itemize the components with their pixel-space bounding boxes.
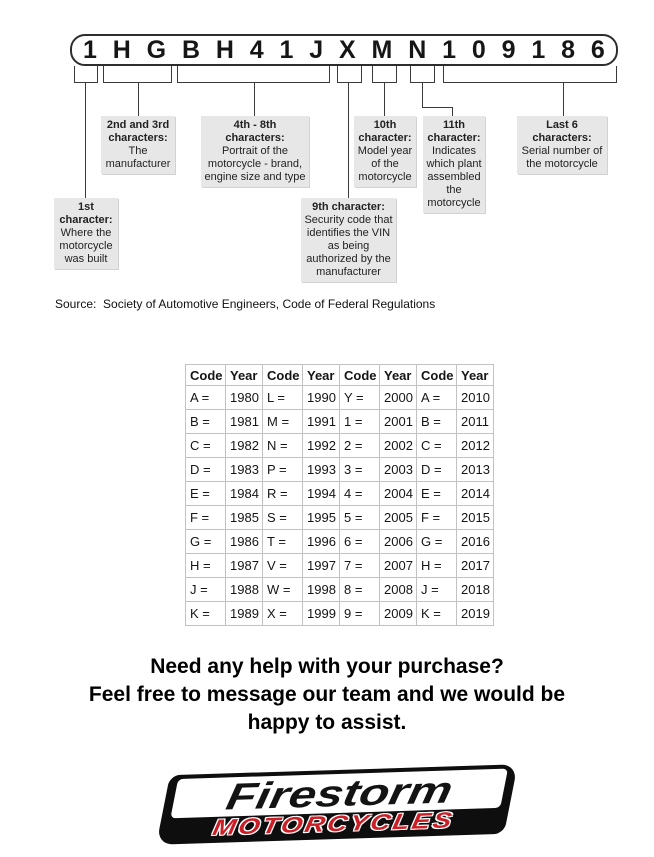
- year-cell: 1995: [303, 506, 340, 530]
- year-cell: 1980: [226, 386, 263, 410]
- logo-title-text: Firestorm: [222, 769, 456, 818]
- table-row: [186, 554, 494, 578]
- column-header: Year: [380, 365, 417, 386]
- callout-title: 4th - 8th characters:: [225, 119, 285, 144]
- column-header: Year: [303, 365, 340, 386]
- bracket-char-11: [410, 66, 435, 83]
- bracket-chars-4-8: [177, 66, 330, 83]
- code-cell: C =: [417, 434, 457, 458]
- callout-title: 11th character:: [427, 119, 481, 144]
- vin-char-13: 0: [471, 35, 486, 64]
- vin-char-9: X: [339, 35, 356, 64]
- help-line-3: happy to assist.: [247, 711, 407, 734]
- column-header: Code: [263, 365, 303, 386]
- table-row: [186, 506, 494, 530]
- help-message: [0, 653, 654, 737]
- logo-banner: [156, 764, 518, 844]
- vin-char-1: 1: [83, 35, 97, 64]
- vin-char-2: H: [112, 35, 131, 64]
- bracket-chars-2-3: [103, 66, 172, 83]
- year-cell: 2005: [380, 506, 417, 530]
- vin-char-6: 4: [249, 35, 264, 64]
- year-cell: 2018: [457, 578, 494, 602]
- vin-char-14: 9: [501, 35, 516, 64]
- code-cell: H =: [186, 554, 226, 578]
- callout-body: Security code that identifies the VIN as being authorized by the manufacturer: [304, 214, 393, 278]
- code-cell: X =: [263, 602, 303, 626]
- year-cell: 1991: [303, 410, 340, 434]
- source-note: Source: Society of Automotive Engineers, Code of Federal Regulations: [55, 297, 436, 311]
- vin-char-15: 1: [531, 35, 546, 64]
- year-cell: 2007: [380, 554, 417, 578]
- year-cell: 1994: [303, 482, 340, 506]
- callout-body: Serial number of the motorcycle: [521, 145, 603, 170]
- year-cell: 1988: [226, 578, 263, 602]
- year-cell: 2016: [457, 530, 494, 554]
- code-cell: 9 =: [340, 602, 380, 626]
- connector-line-last6: [563, 83, 564, 116]
- code-cell: S =: [263, 506, 303, 530]
- code-cell: T =: [263, 530, 303, 554]
- column-header: Code: [417, 365, 457, 386]
- code-cell: J =: [186, 578, 226, 602]
- code-cell: B =: [417, 410, 457, 434]
- table-row: [186, 434, 494, 458]
- vin-char-16: 8: [561, 35, 576, 64]
- year-cell: 2011: [457, 410, 494, 434]
- vin-char-10: M: [371, 35, 393, 64]
- year-code-table: [185, 364, 494, 626]
- year-cell: 1986: [226, 530, 263, 554]
- code-cell: N =: [263, 434, 303, 458]
- year-cell: 1996: [303, 530, 340, 554]
- connector-line-4th8th: [254, 83, 255, 116]
- year-cell: 1992: [303, 434, 340, 458]
- year-cell: 2003: [380, 458, 417, 482]
- callout-title: 10th character:: [358, 119, 412, 144]
- code-cell: 5 =: [340, 506, 380, 530]
- table-row: [186, 530, 494, 554]
- code-cell: D =: [186, 458, 226, 482]
- code-cell: G =: [186, 530, 226, 554]
- year-cell: 2001: [380, 410, 417, 434]
- table-row: [186, 386, 494, 410]
- table-header-row: [186, 365, 494, 386]
- connector-line-11th-drop: [452, 107, 453, 116]
- year-cell: 2019: [457, 602, 494, 626]
- connector-line-11th-vertical: [422, 83, 423, 108]
- code-cell: Y =: [340, 386, 380, 410]
- vin-char-17: 6: [590, 35, 605, 64]
- connector-line-11th-horizontal: [422, 107, 453, 108]
- column-header: Code: [186, 365, 226, 386]
- callout-4th-8th-characters: [201, 116, 309, 187]
- year-cell: 2009: [380, 602, 417, 626]
- callout-title: 2nd and 3rd characters:: [106, 119, 170, 144]
- year-cell: 1982: [226, 434, 263, 458]
- year-cell: 2012: [457, 434, 494, 458]
- callout-body: Indicates which plant assembled the motorcycle: [426, 145, 482, 209]
- code-cell: 3 =: [340, 458, 380, 482]
- year-cell: 2014: [457, 482, 494, 506]
- code-cell: A =: [417, 386, 457, 410]
- code-cell: J =: [417, 578, 457, 602]
- callout-body: Portrait of the motorcycle - brand, engine size and type: [204, 145, 306, 183]
- callout-body: Where the motorcycle was built: [59, 227, 113, 265]
- callout-body: Model year of the motorcycle: [357, 145, 413, 183]
- vin-char-4: B: [181, 35, 201, 64]
- code-cell: P =: [263, 458, 303, 482]
- connector-line-9th: [348, 83, 349, 198]
- year-cell: 2017: [457, 554, 494, 578]
- callout-last-6-characters: [517, 116, 607, 174]
- year-cell: 1983: [226, 458, 263, 482]
- year-cell: 1981: [226, 410, 263, 434]
- code-cell: K =: [186, 602, 226, 626]
- bracket-char-1: [74, 66, 98, 83]
- callout-body: The manufacturer: [105, 145, 171, 170]
- code-cell: 8 =: [340, 578, 380, 602]
- code-cell: V =: [263, 554, 303, 578]
- code-cell: 4 =: [340, 482, 380, 506]
- table-row: [186, 458, 494, 482]
- year-cell: 1999: [303, 602, 340, 626]
- bracket-char-10: [372, 66, 397, 83]
- bracket-last-6: [443, 66, 617, 83]
- table-row: [186, 602, 494, 626]
- code-cell: M =: [263, 410, 303, 434]
- table-row: [186, 482, 494, 506]
- code-cell: H =: [417, 554, 457, 578]
- code-cell: R =: [263, 482, 303, 506]
- vin-char-8: J: [309, 35, 324, 64]
- help-line-1: Need any help with your purchase?: [150, 655, 504, 678]
- year-cell: 2006: [380, 530, 417, 554]
- column-header: Code: [340, 365, 380, 386]
- code-cell: F =: [417, 506, 457, 530]
- year-cell: 1989: [226, 602, 263, 626]
- year-cell: 1997: [303, 554, 340, 578]
- code-cell: A =: [186, 386, 226, 410]
- callout-title: 1st character:: [59, 201, 113, 226]
- code-cell: 2 =: [340, 434, 380, 458]
- logo-subtitle-text: MOTORCYCLES: [210, 807, 457, 840]
- callout-1st-character: [54, 198, 118, 269]
- year-cell: 2015: [457, 506, 494, 530]
- connector-line-1st: [85, 83, 86, 198]
- year-cell: 2004: [380, 482, 417, 506]
- code-cell: 6 =: [340, 530, 380, 554]
- help-line-2: Feel free to message our team and we would be: [88, 683, 566, 706]
- callout-9th-character: [301, 198, 396, 282]
- callout-2nd-3rd-characters: [101, 116, 175, 174]
- year-cell: 2010: [457, 386, 494, 410]
- year-cell: 1998: [303, 578, 340, 602]
- table-row: [186, 410, 494, 434]
- code-cell: G =: [417, 530, 457, 554]
- table-row: [186, 578, 494, 602]
- code-cell: K =: [417, 602, 457, 626]
- year-cell: 1985: [226, 506, 263, 530]
- connector-line-2nd3rd: [138, 83, 139, 116]
- column-header: Year: [226, 365, 263, 386]
- code-cell: C =: [186, 434, 226, 458]
- code-cell: 1 =: [340, 410, 380, 434]
- firestorm-logo: [157, 770, 517, 854]
- vin-char-12: 1: [442, 35, 457, 64]
- column-header: Year: [457, 365, 494, 386]
- code-cell: F =: [186, 506, 226, 530]
- code-cell: L =: [263, 386, 303, 410]
- year-cell: 2013: [457, 458, 494, 482]
- year-cell: 2000: [380, 386, 417, 410]
- year-cell: 2008: [380, 578, 417, 602]
- vin-box: [70, 34, 618, 66]
- year-cell: 2002: [380, 434, 417, 458]
- year-cell: 1984: [226, 482, 263, 506]
- year-cell: 1990: [303, 386, 340, 410]
- vin-char-7: 1: [279, 35, 294, 64]
- callout-10th-character: [354, 116, 416, 187]
- code-cell: 7 =: [340, 554, 380, 578]
- callout-title: Last 6 characters:: [532, 119, 592, 144]
- connector-line-10th: [384, 83, 385, 116]
- code-cell: D =: [417, 458, 457, 482]
- year-cell: 1987: [226, 554, 263, 578]
- bracket-char-9: [337, 66, 362, 83]
- vin-char-11: N: [408, 35, 427, 64]
- vin-char-5: H: [215, 35, 234, 64]
- code-cell: B =: [186, 410, 226, 434]
- year-cell: 1993: [303, 458, 340, 482]
- vin-char-3: G: [146, 35, 167, 64]
- callout-title: 9th character:: [312, 201, 385, 213]
- callout-11th-character: [423, 116, 485, 213]
- code-cell: E =: [417, 482, 457, 506]
- code-cell: W =: [263, 578, 303, 602]
- code-cell: E =: [186, 482, 226, 506]
